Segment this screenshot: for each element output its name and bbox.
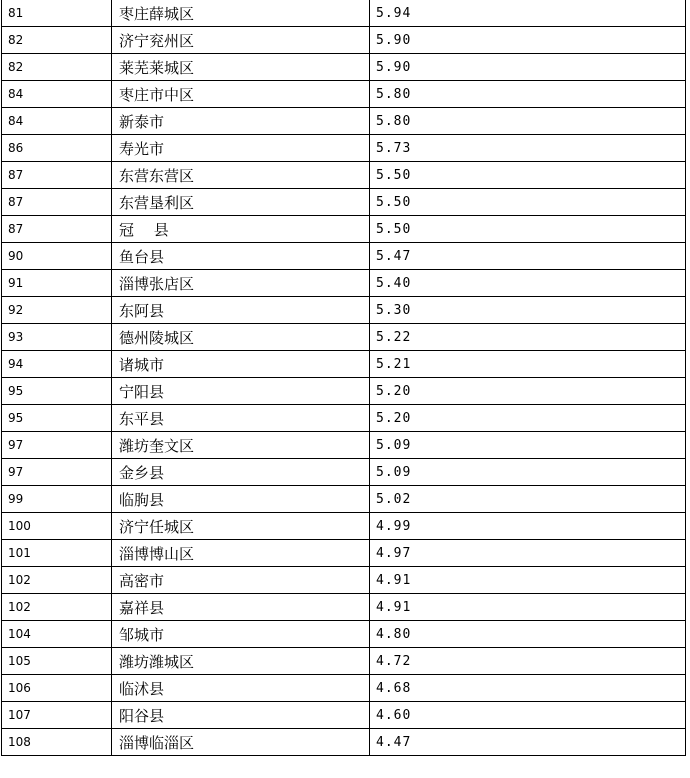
district-name-cell: 枣庄市中区 (112, 81, 370, 108)
value-cell: 5.80 (370, 81, 686, 108)
district-name-cell: 宁阳县 (112, 378, 370, 405)
district-name-cell: 济宁任城区 (112, 513, 370, 540)
value-cell: 4.91 (370, 594, 686, 621)
table-row (2, 243, 686, 270)
value-cell: 4.91 (370, 567, 686, 594)
district-name-cell: 临沭县 (112, 675, 370, 702)
value-cell: 5.09 (370, 459, 686, 486)
value-cell: 4.80 (370, 621, 686, 648)
district-name-cell: 高密市 (112, 567, 370, 594)
rank-cell: 95 (2, 405, 112, 432)
value-cell: 5.40 (370, 270, 686, 297)
table-row (2, 648, 686, 675)
value-cell: 4.60 (370, 702, 686, 729)
value-cell: 5.22 (370, 324, 686, 351)
district-name-cell: 东平县 (112, 405, 370, 432)
district-name-cell: 新泰市 (112, 108, 370, 135)
rank-cell: 106 (2, 675, 112, 702)
value-cell: 5.20 (370, 378, 686, 405)
rank-cell: 102 (2, 567, 112, 594)
district-name-cell: 济宁兖州区 (112, 27, 370, 54)
district-name-cell: 阳谷县 (112, 702, 370, 729)
value-cell: 5.20 (370, 405, 686, 432)
table-row (2, 540, 686, 567)
value-cell: 4.72 (370, 648, 686, 675)
rank-cell: 87 (2, 162, 112, 189)
table-row (2, 189, 686, 216)
ranking-table-body (2, 0, 686, 756)
rank-cell: 100 (2, 513, 112, 540)
district-name-cell: 邹城市 (112, 621, 370, 648)
district-name-cell: 东营东营区 (112, 162, 370, 189)
rank-cell: 84 (2, 108, 112, 135)
district-name-cell: 德州陵城区 (112, 324, 370, 351)
table-row (2, 81, 686, 108)
value-cell: 5.50 (370, 189, 686, 216)
rank-cell: 82 (2, 54, 112, 81)
table-row (2, 432, 686, 459)
value-cell: 5.50 (370, 162, 686, 189)
rank-cell: 97 (2, 432, 112, 459)
rank-cell: 102 (2, 594, 112, 621)
value-cell: 5.90 (370, 54, 686, 81)
rank-cell: 92 (2, 297, 112, 324)
district-name-cell: 诸城市 (112, 351, 370, 378)
rank-cell: 81 (2, 0, 112, 27)
value-cell: 5.80 (370, 108, 686, 135)
table-row (2, 324, 686, 351)
district-name-cell: 东阿县 (112, 297, 370, 324)
table-row (2, 594, 686, 621)
rank-cell: 91 (2, 270, 112, 297)
table-row (2, 513, 686, 540)
rank-cell: 87 (2, 189, 112, 216)
value-cell: 4.99 (370, 513, 686, 540)
table-row (2, 108, 686, 135)
table-row (2, 378, 686, 405)
table-row (2, 297, 686, 324)
value-cell: 5.02 (370, 486, 686, 513)
table-row (2, 459, 686, 486)
table-row (2, 675, 686, 702)
value-cell: 4.47 (370, 729, 686, 756)
table-row (2, 621, 686, 648)
table-row (2, 702, 686, 729)
district-name-cell: 东营垦利区 (112, 189, 370, 216)
rank-cell: 95 (2, 378, 112, 405)
district-name-cell: 潍坊奎文区 (112, 432, 370, 459)
table-row (2, 270, 686, 297)
value-cell: 5.50 (370, 216, 686, 243)
table-row (2, 162, 686, 189)
district-name-cell: 淄博博山区 (112, 540, 370, 567)
district-name-cell: 潍坊潍城区 (112, 648, 370, 675)
rank-cell: 104 (2, 621, 112, 648)
rank-cell: 82 (2, 27, 112, 54)
value-cell: 5.21 (370, 351, 686, 378)
rank-cell: 99 (2, 486, 112, 513)
district-name-cell: 淄博张店区 (112, 270, 370, 297)
rank-cell: 93 (2, 324, 112, 351)
district-name-cell: 莱芜莱城区 (112, 54, 370, 81)
rank-cell: 107 (2, 702, 112, 729)
rank-cell: 86 (2, 135, 112, 162)
rank-cell: 108 (2, 729, 112, 756)
district-name-cell: 冠 县 (112, 216, 370, 243)
table-row (2, 216, 686, 243)
rank-cell: 94 (2, 351, 112, 378)
district-name-cell: 鱼台县 (112, 243, 370, 270)
rank-cell: 84 (2, 81, 112, 108)
rank-cell: 97 (2, 459, 112, 486)
district-name-cell: 金乡县 (112, 459, 370, 486)
table-row (2, 0, 686, 27)
value-cell: 5.94 (370, 0, 686, 27)
table-row (2, 486, 686, 513)
value-cell: 4.68 (370, 675, 686, 702)
table-row (2, 135, 686, 162)
value-cell: 4.97 (370, 540, 686, 567)
value-cell: 5.90 (370, 27, 686, 54)
district-name-cell: 枣庄薛城区 (112, 0, 370, 27)
value-cell: 5.73 (370, 135, 686, 162)
district-name-cell: 临朐县 (112, 486, 370, 513)
table-row (2, 351, 686, 378)
table-row (2, 567, 686, 594)
table-row (2, 405, 686, 432)
table-row (2, 27, 686, 54)
rank-cell: 90 (2, 243, 112, 270)
table-row (2, 729, 686, 756)
rank-cell: 87 (2, 216, 112, 243)
ranking-table (1, 0, 686, 756)
district-name-cell: 寿光市 (112, 135, 370, 162)
value-cell: 5.47 (370, 243, 686, 270)
value-cell: 5.30 (370, 297, 686, 324)
rank-cell: 105 (2, 648, 112, 675)
district-name-cell: 嘉祥县 (112, 594, 370, 621)
rank-cell: 101 (2, 540, 112, 567)
table-row (2, 54, 686, 81)
value-cell: 5.09 (370, 432, 686, 459)
district-name-cell: 淄博临淄区 (112, 729, 370, 756)
